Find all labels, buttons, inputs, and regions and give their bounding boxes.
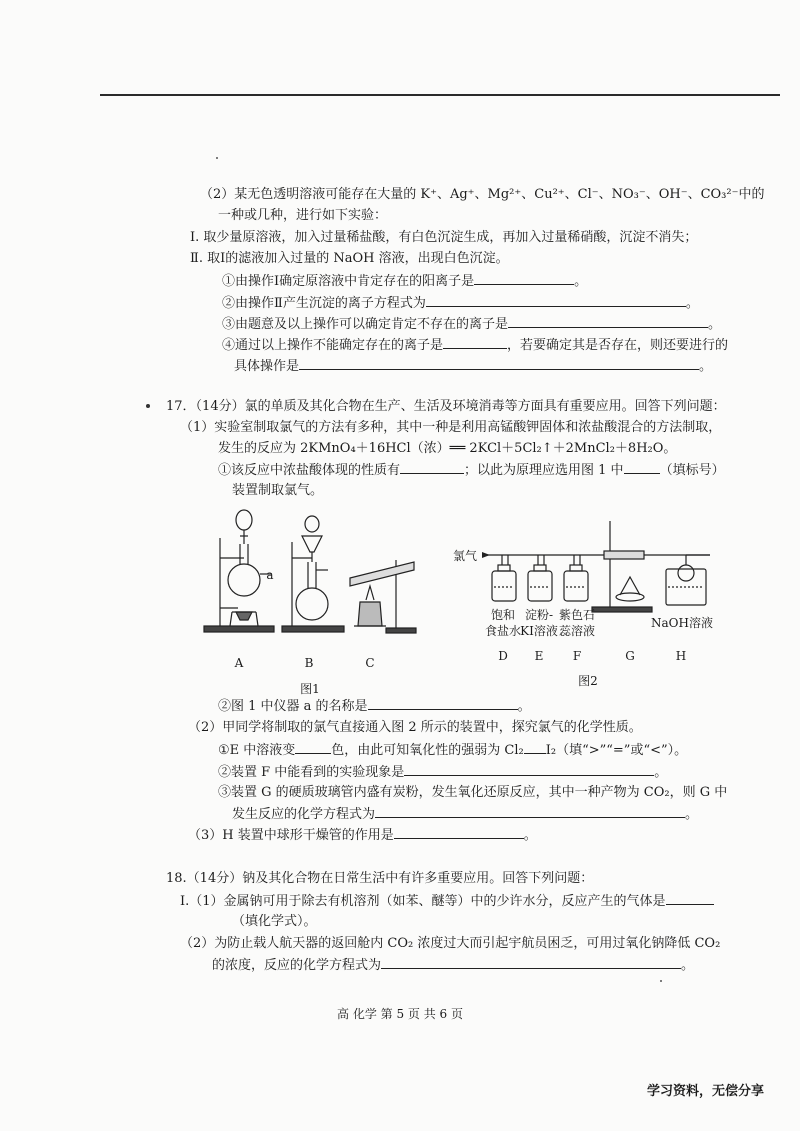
- q16-sub4-text-c: 具体操作是: [234, 359, 300, 374]
- q17-p2-sub1-text-b: 色，由此可知氧化性的强弱为 Cl₂: [331, 743, 524, 758]
- q16-step2: Ⅱ. 取Ⅰ的滤液加入过量的 NaOH 溶液，出现白色沉淀。: [190, 251, 509, 266]
- q16-sub4-cont: [234, 357, 712, 376]
- answer-blank[interactable]: [443, 336, 507, 349]
- q18-p1-line1: [180, 892, 714, 911]
- scan-speck: [216, 157, 218, 159]
- q18-p2-line1: （2）为防止载人航天器的返回舱内 CO₂ 浓度过大而引起宇航员困乏，可用过氧化钠降低 CO₂: [180, 936, 721, 951]
- q16-sub4-text-b: ，若要确定其是否存在，则还要进行的: [507, 338, 729, 353]
- answer-blank[interactable]: [524, 741, 546, 754]
- bottle-d-line2: 食盐水: [484, 624, 521, 638]
- figure1-label-a-apparatus: A: [234, 656, 244, 670]
- period: 。: [699, 359, 713, 374]
- q16-sub2: [222, 294, 699, 313]
- q16-sub4-text-a: ④通过以上操作不能确定存在的离子是: [222, 338, 444, 353]
- bottle-f-line2: 蕊溶液: [558, 624, 595, 638]
- q17-p1-sub1-text-a: ①该反应中浓盐酸体现的性质有: [218, 463, 401, 478]
- figure2-gas-label: 氯气: [452, 549, 477, 563]
- q16-sub2-text: ②由操作Ⅱ产生沉淀的离子方程式为: [222, 296, 426, 311]
- scan-dot: [146, 404, 150, 408]
- period: 。: [654, 765, 668, 780]
- q17-p2-sub3-text-b: 发生反应的化学方程式为: [232, 807, 376, 822]
- figure1-label-c-apparatus: C: [365, 656, 375, 670]
- period: 。: [523, 828, 537, 843]
- q16-sub4: [222, 336, 728, 355]
- q17-p2-sub1-text-c: I₂（填“>”“=”或“<”）。: [545, 743, 688, 758]
- figure2-label-f: F: [572, 649, 582, 663]
- q17-p2-sub1-text-a: ①E 中溶液变: [218, 743, 296, 758]
- period: 。: [574, 274, 588, 289]
- answer-blank[interactable]: [426, 294, 686, 307]
- q16-intro-line2: 一种或几种，进行如下实验：: [218, 208, 388, 223]
- answer-blank[interactable]: [508, 315, 708, 328]
- bottle-d-line1: 饱和: [490, 608, 515, 622]
- figure1-marker-a: a: [266, 568, 274, 582]
- answer-blank[interactable]: [394, 826, 524, 839]
- q17-title: 17．（14分）氯的单质及其化合物在生产、生活及环境消毒等方面具有重要应用。回答下列问题：: [166, 399, 726, 414]
- q16-sub3-text: ③由题意及以上操作可以确定肯定不存在的离子是: [222, 317, 509, 332]
- q17-p1-sub1-text-b: ；以此为原理应选用图 1 中: [464, 463, 624, 478]
- q18-title: 18.（14分）钠及其化合物在日常生活中有许多重要应用。回答下列问题：: [166, 871, 594, 886]
- answer-blank[interactable]: [400, 461, 464, 474]
- answer-blank[interactable]: [368, 697, 518, 710]
- figure1-label-b-apparatus: B: [304, 656, 314, 670]
- figure2-naoh-label: NaOH溶液: [651, 616, 713, 630]
- figure2-label-d: D: [498, 649, 508, 663]
- q17-p2-sub2: [218, 763, 667, 782]
- q16-sub1: [222, 272, 587, 291]
- bottle-e-line1: 淀粉-: [524, 608, 554, 622]
- period: 。: [681, 958, 695, 973]
- answer-blank[interactable]: [299, 357, 699, 370]
- answer-blank[interactable]: [404, 763, 654, 776]
- bottle-e-line2: KI溶液: [520, 624, 558, 638]
- period: 。: [685, 807, 699, 822]
- q16-intro-line1: （2）某无色透明溶液可能存在大量的 K⁺、Ag⁺、Mg²⁺、Cu²⁺、Cl⁻、NO₃⁻、OH⁻、CO₃²⁻中的: [200, 187, 765, 202]
- scan-speck: [660, 980, 662, 982]
- q17-p3-text: （3）H 装置中球形干燥管的作用是: [188, 828, 394, 843]
- q18-p1-line2: （填化学式）。: [232, 914, 317, 929]
- q16-sub3: [222, 315, 721, 334]
- answer-blank[interactable]: [295, 741, 331, 754]
- q17-p2-intro: （2）甲同学将制取的氯气直接通入图 2 所示的装置中，探究氯气的化学性质。: [188, 720, 642, 735]
- q17-p1-sub2-text: ②图 1 中仪器 a 的名称是: [218, 699, 368, 714]
- period: 。: [708, 317, 722, 332]
- q18-p2-line2: [212, 956, 694, 975]
- figure2-label-e: E: [534, 649, 544, 663]
- bottle-f-line1: 紫色石: [558, 608, 595, 622]
- answer-blank[interactable]: [375, 805, 685, 818]
- figure2-bottle-f-label: [552, 607, 602, 639]
- answer-blank[interactable]: [624, 461, 660, 474]
- q18-p2-text: 的浓度，反应的化学方程式为: [212, 958, 382, 973]
- q17-p2-sub3: ③装置 G 的硬质玻璃管内盛有炭粉，发生氧化还原反应，其中一种产物为 CO₂，则 G 中: [218, 785, 728, 800]
- q17-p1-sub2: [218, 697, 531, 716]
- q17-p1-line2: 发生的反应为 2KMnO₄＋16HCl（浓）══ 2KCl＋5Cl₂↑＋2MnCl₂＋8H₂O。: [218, 441, 677, 456]
- q16-sub1-text: ①由操作Ⅰ确定原溶液中肯定存在的阳离子是: [222, 274, 475, 289]
- period: 。: [685, 296, 699, 311]
- figure1-caption: 图1: [300, 682, 320, 696]
- figure2-label-h: H: [675, 649, 687, 663]
- q18-p1-text: Ⅰ.（1）金属钠可用于除去有机溶剂（如苯、醚等）中的少许水分，反应产生的气体是: [180, 894, 666, 909]
- figure2-label-g: G: [625, 649, 635, 663]
- page-footer: 高 化学 第 5 页 共 6 页: [337, 1007, 463, 1021]
- period: 。: [517, 699, 531, 714]
- answer-blank[interactable]: [474, 272, 574, 285]
- top-rule: [100, 94, 780, 96]
- watermark-text: 学习资料，无偿分享: [646, 1084, 764, 1099]
- q17-p2-sub1: [218, 741, 687, 760]
- q17-p2-sub3-cont: [232, 805, 698, 824]
- answer-blank[interactable]: [381, 956, 681, 969]
- q16-step1: Ⅰ. 取少量原溶液，加入过量稀盐酸，有白色沉淀生成，再加入过量稀硝酸，沉淀不消失；: [190, 230, 698, 245]
- q17-p1-sub1-text-c: （填标号）: [659, 463, 725, 478]
- figure2-caption: 图2: [578, 674, 598, 688]
- q17-p1-sub1-cont: 装置制取氯气。: [232, 483, 324, 498]
- figure1-apparatus: [200, 500, 420, 650]
- q17-p1-line1: （1）实验室制取氯气的方法有多种，其中一种是利用高锰酸钾固体和浓盐酸混合的方法制取，: [180, 420, 722, 435]
- q17-p3: [188, 826, 537, 845]
- q17-p2-sub2-text: ②装置 F 中能看到的实验现象是: [218, 765, 405, 780]
- q17-p1-sub1: [218, 461, 725, 480]
- answer-blank[interactable]: [666, 892, 714, 905]
